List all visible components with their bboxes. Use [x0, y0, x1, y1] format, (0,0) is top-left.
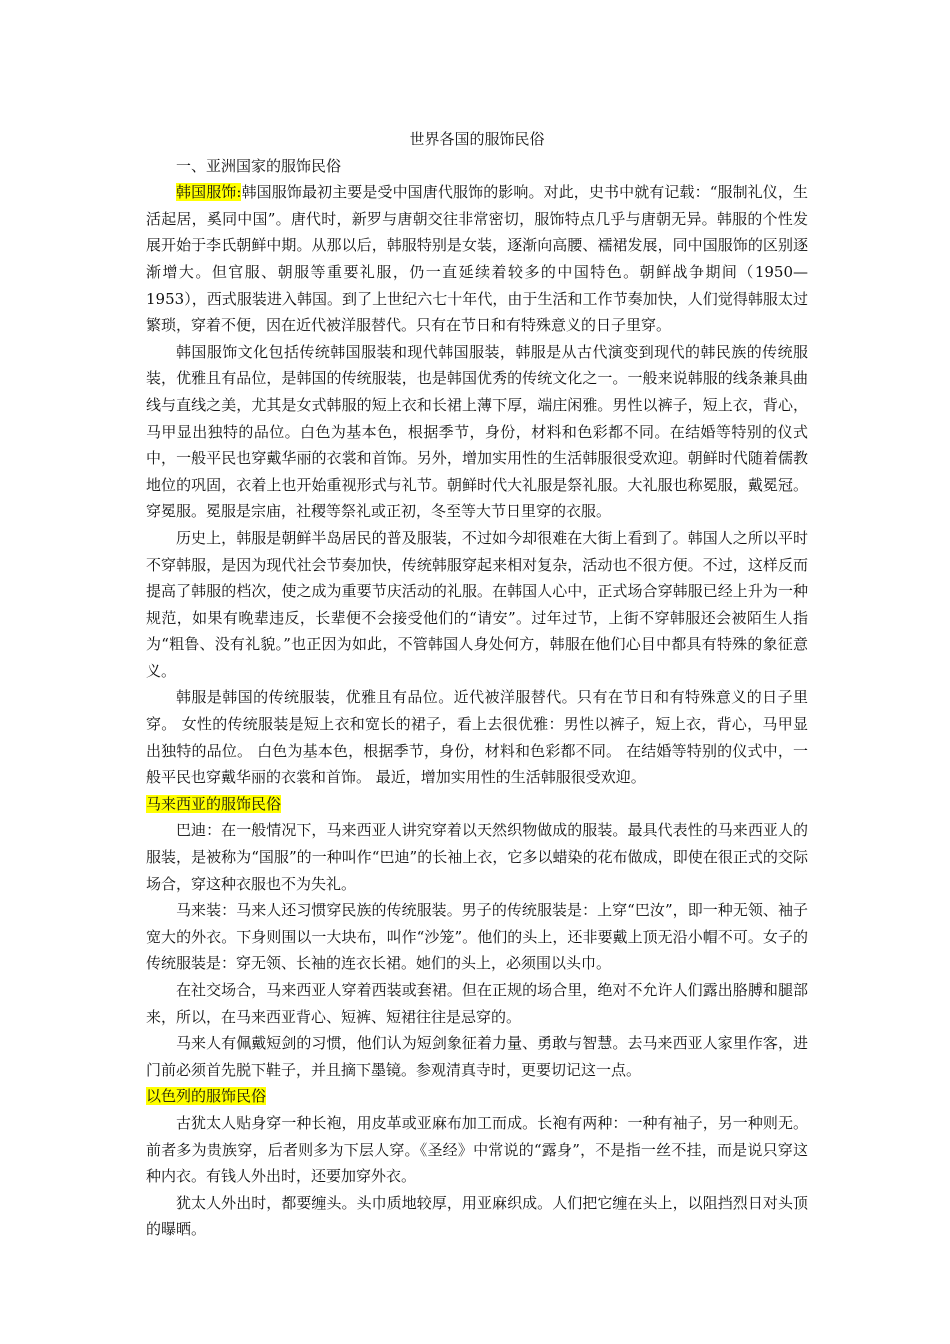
paragraph-malaysia-3: 在社交场合，马来西亚人穿着西装或套裙。但在正规的场合里，绝对不允许人们露出胳膊和腿部来，所以，在马来西亚背心、短裤、短裙往往是忌穿的。: [146, 981, 808, 1026]
paragraph-korea-2: 韩国服饰文化包括传统韩国服装和现代韩国服装，韩服是从古代演变到现代的韩民族的传统服装，优雅且有品位，是韩国的传统服装，也是韩国优秀的传统文化之一。一般来说韩服的线条兼具曲线与直线之美，尤其是女式韩服的短上衣和长裙上薄下厚，端庄闲雅。男性以裤子，短上衣，背心，马甲显出独特的品位。白色为基本色，根据季节，身份，材料和色彩都不同。在结婚等特别的仪式中，一般平民也穿戴华丽的衣裳和首饰。另外，增加实用性的生活韩服很受欢迎。朝鲜时代随着儒教地位的巩固，衣着上也开始重视形式与礼节。朝鲜时代大礼服是祭礼服。大礼服也称冕服，戴冕冠。穿冕服。冕服是宗庙，社稷等祭礼或正初，冬至等大节日里穿的衣服。: [146, 342, 808, 521]
paragraph-malaysia-1: 巴迪：在一般情况下，马来西亚人讲究穿着以天然织物做成的服装。最具代表性的马来西亚人的服装，是被称为“国服”的一种叫作“巴迪”的长袖上衣，它多以蜡染的花布做成，即使在很正式的交际场合，穿这种衣服也不为失礼。: [146, 821, 808, 893]
section-heading-asia: 一、亚洲国家的服饰民俗: [176, 156, 342, 175]
paragraph-korea-1: [146, 179, 808, 339]
document-body: [146, 126, 808, 1243]
paragraph-korea-4: 韩服是韩国的传统服装，优雅且有品位。近代被洋服替代。只有在节日和有特殊意义的日子里穿。 女性的传统服装是短上衣和宽长的裙子，看上去很优雅：男性以裤子，短上衣，背心，马甲显出独特的品位。 白色为基本色，根据季节，身份，材料和色彩都不同。 在结婚等特别的仪式中，一般平民也穿戴华丽的衣裳和首饰。 最近，增加实用性的生活韩服很受欢迎。: [146, 688, 808, 787]
highlight-korea-label: 韩国服饰:: [176, 183, 242, 202]
heading-malaysia: [146, 791, 808, 818]
paragraph-israel-1: 古犹太人贴身穿一种长袍，用皮革或亚麻布加工而成。长袍有两种：一种有袖子，另一种则无。前者多为贵族穿，后者则多为下层人穿。《圣经》中常说的“露身”，不是指一丝不挂，而是说只穿这种内衣。有钱人外出时，还要加穿外衣。: [146, 1113, 808, 1186]
paragraph-israel-2: 犹太人外出时，都要缠头。头巾质地较厚，用亚麻织成。人们把它缠在头上，以阻挡烈日对头顶的曝晒。: [146, 1193, 808, 1239]
paragraph-malaysia-2: 马来装：马来人还习惯穿民族的传统服装。男子的传统服装是：上穿“巴汝”，即一种无领、袖子宽大的外衣。下身则围以一大块布，叫作“沙笼”。他们的头上，还非要戴上顶无沿小帽不可。女子的传统服装是：穿无领、长袖的连衣长裙。她们的头上，必须围以头巾。: [146, 901, 808, 973]
heading-israel: [146, 1083, 808, 1110]
paragraph-korea-1-text: 韩国服饰最初主要是受中国唐代服饰的影响。对此，史书中就有记载：“服制礼仪，生活起居，奚同中国”。唐代时，新罗与唐朝交往非常密切，服饰特点几乎与唐朝无异。韩服的个性发展开始于李氏朝鲜中期。从那以后，韩服特别是女装，逐渐向高腰、襦裙发展，同中国服饰的区别逐渐增大。但官服、朝服等重要礼服，仍一直延续着较多的中国特色。朝鲜战争期间（1950—1953），西式服装进入韩国。到了上世纪六七十年代，由于生活和工作节奏加快，人们觉得韩服太过繁琐，穿着不便，因在近代被洋服替代。只有在节日和有特殊意义的日子里穿。: [146, 183, 808, 335]
highlight-israel-heading: 以色列的服饰民俗: [146, 1087, 267, 1106]
paragraph-korea-3: 历史上，韩服是朝鲜半岛居民的普及服装，不过如今却很难在大街上看到了。韩国人之所以平时不穿韩服，是因为现代社会节奏加快，传统韩服穿起来相对复杂，活动也不很方便。不过，这样反而提高了韩服的档次，使之成为重要节庆活动的礼服。在韩国人心中，正式场合穿韩服已经上升为一种规范，如果有晚辈违反，长辈便不会接受他们的“请安”。过年过节，上街不穿韩服还会被陌生人指为“粗鲁、没有礼貌。”也正因为如此，不管韩国人身处何方，韩服在他们心目中都具有特殊的象征意义。: [146, 528, 808, 680]
highlight-malaysia-heading: 马来西亚的服饰民俗: [146, 794, 282, 813]
document-title: 世界各国的服饰民俗: [409, 130, 545, 148]
paragraph-malaysia-4: 马来人有佩戴短剑的习惯，他们认为短剑象征着力量、勇敢与智慧。去马来西亚人家里作客，进门前必须首先脱下鞋子，并且摘下墨镜。参观清真寺时，更要切记这一点。: [146, 1034, 808, 1079]
